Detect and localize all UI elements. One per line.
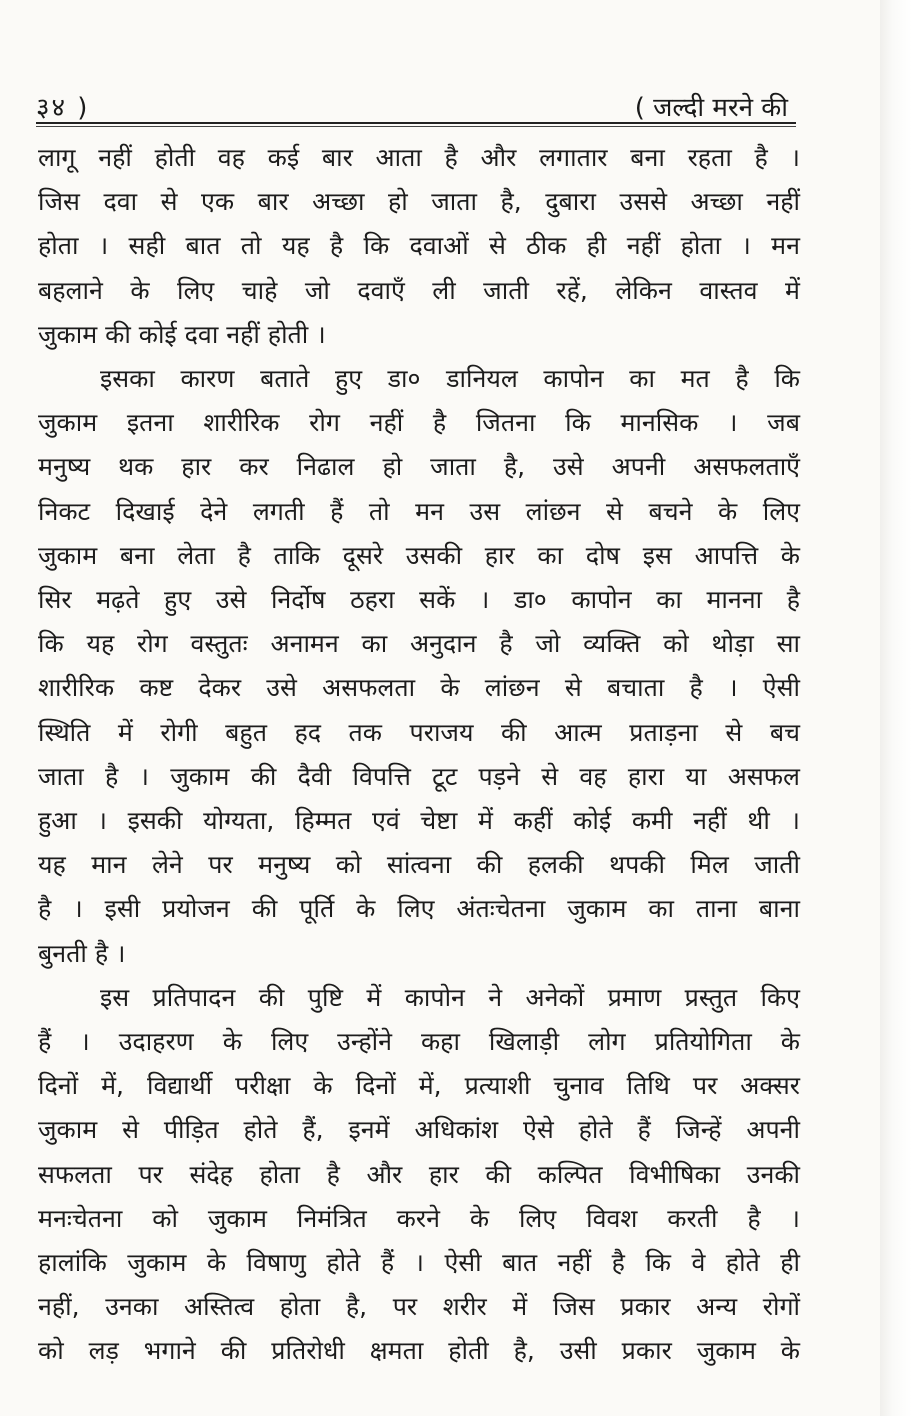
text-line: मनःचेतना को जुकाम निमंत्रित करने के लिए विवश करती है । (38, 1203, 800, 1233)
text-line: शारीरिक कष्ट देकर उसे असफलता के लांछन से बचाता है । ऐसी (38, 673, 800, 703)
text-line: बहलाने के लिए चाहे जो दवाएँ ली जाती रहें, लेकिन वास्तव में (38, 275, 800, 305)
body-text (38, 136, 800, 1374)
paragraph-start-line: इसका कारण बताते हुए डा० डानियल कापोन का मत है कि (100, 364, 800, 394)
header-rule-secondary (36, 126, 796, 127)
text-line: जुकाम इतना शारीरिक रोग नहीं है जितना कि मानसिक । जब (38, 408, 800, 438)
text-line: हैं । उदाहरण के लिए उन्होंने कहा खिलाड़ी लोग प्रतियोगिता के (38, 1027, 800, 1057)
page-number: ३४ ) (36, 93, 90, 123)
text-line: हालांकि जुकाम के विषाणु होते हैं । ऐसी बात नहीं है कि वे होते ही (38, 1248, 800, 1278)
paragraph-start-line: इस प्रतिपादन की पुष्टि में कापोन ने अनेकों प्रमाण प्रस्तुत किए (100, 982, 800, 1012)
text-line: जुकाम बना लेता है ताकि दूसरे उसकी हार का दोष इस आपत्ति के (38, 540, 800, 570)
text-line: जाता है । जुकाम की दैवी विपत्ति टूट पड़ने से वह हारा या असफल (38, 761, 800, 791)
text-line: जुकाम की कोई दवा नहीं होती । (38, 319, 326, 349)
text-line: लागू नहीं होती वह कई बार आता है और लगातार बना रहता है । (38, 143, 800, 172)
text-line: होता । सही बात तो यह है कि दवाओं से ठीक ही नहीं होता । मन (38, 231, 800, 261)
text-line: मनुष्य थक हार कर निढाल हो जाता है, उसे अपनी असफलताएँ (38, 452, 800, 482)
text-line: सिर मढ़ते हुए उसे निर्दोष ठहरा सकें । डा० कापोन का मानना है (38, 585, 800, 615)
text-line: जिस दवा से एक बार अच्छा हो जाता है, दुबारा उससे अच्छा नहीं (38, 187, 800, 217)
text-line: को लड़ भगाने की प्रतिरोधी क्षमता होती है, उसी प्रकार जुकाम के (38, 1336, 800, 1366)
text-line: यह मान लेने पर मनुष्य को सांत्वना की हलकी थपकी मिल जाती (38, 850, 800, 880)
text-line: निकट दिखाई देने लगती हैं तो मन उस लांछन से बचने के लिए (38, 496, 800, 526)
text-line: सफलता पर संदेह होता है और हार की कल्पित विभीषिका उनकी (38, 1159, 800, 1189)
running-title: ( जल्दी मरने की (634, 93, 788, 123)
page-edge-shadow (880, 0, 912, 1416)
text-line: है । इसी प्रयोजन की पूर्ति के लिए अंतःचेतना जुकाम का ताना बाना (38, 894, 800, 924)
text-line: हुआ । इसकी योग्यता, हिम्मत एवं चेष्टा में कहीं कोई कमी नहीं थी । (38, 806, 800, 836)
page-header (36, 88, 796, 122)
text-line: दिनों में, विद्यार्थी परीक्षा के दिनों में, प्रत्याशी चुनाव तिथि पर अक्सर (38, 1071, 800, 1101)
text-line: कि यह रोग वस्तुतः अनामन का अनुदान है जो व्यक्ति को थोड़ा सा (38, 629, 800, 659)
text-line: स्थिति में रोगी बहुत हद तक पराजय की आत्म प्रताड़ना से बच (38, 717, 800, 747)
text-line: बुनती है । (38, 938, 126, 968)
text-line: नहीं, उनका अस्तित्व होता है, पर शरीर में जिस प्रकार अन्य रोगों (38, 1292, 800, 1322)
header-rule (36, 122, 796, 124)
text-line: जुकाम से पीड़ित होते हैं, इनमें अधिकांश ऐसे होते हैं जिन्हें अपनी (38, 1115, 800, 1145)
